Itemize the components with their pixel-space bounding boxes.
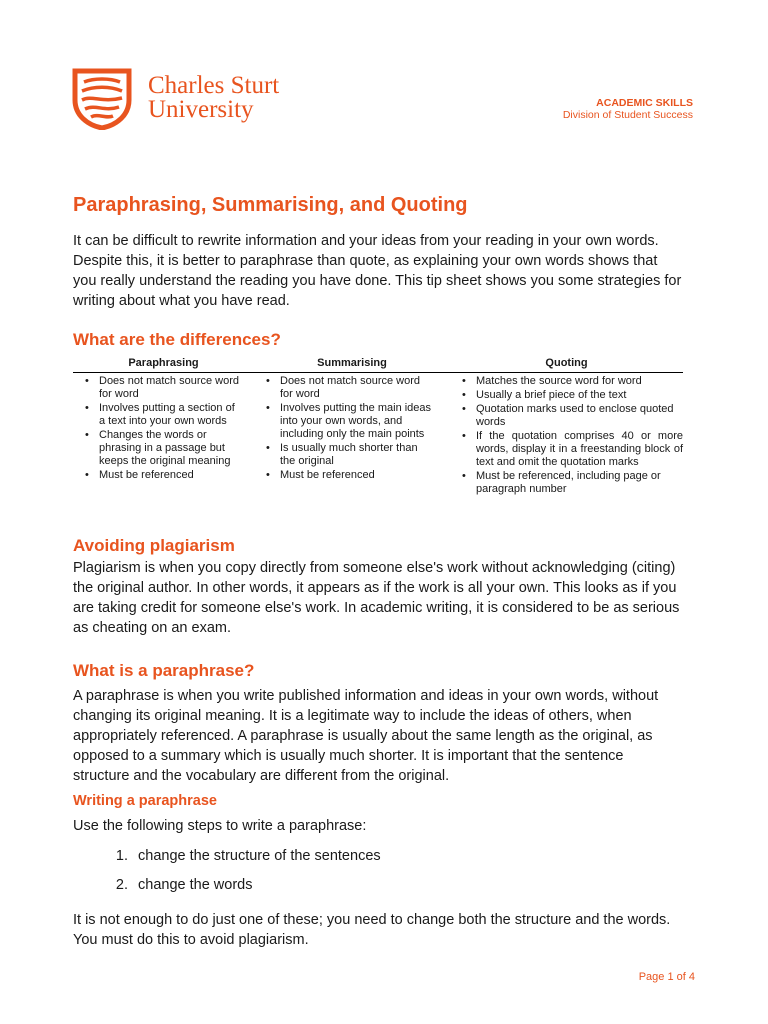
list-item: • Matches the source word for word: [450, 375, 683, 388]
division-name: Division of Student Success: [562, 109, 693, 121]
column-paraphrasing: [73, 375, 254, 497]
column-summarising: [254, 375, 450, 497]
table-body-row: [73, 373, 683, 497]
list-item: • Must be referenced: [73, 469, 254, 482]
list-item: • Must be referenced: [254, 469, 450, 482]
logo-line-1: Charles Sturt: [148, 72, 280, 99]
list-item: [73, 848, 381, 877]
list-item: • Involves putting the main ideas into your own words, and including only the main points: [254, 402, 450, 441]
header-unit-info: [563, 97, 693, 121]
column-quoting: [450, 375, 683, 497]
paraphrase-heading: What is a paraphrase?: [73, 661, 255, 680]
list-item: • Usually a brief piece of the text: [450, 389, 683, 402]
column-header-paraphrasing: Paraphrasing: [128, 357, 199, 369]
logo-line-2: University: [148, 96, 254, 123]
unit-name: ACADEMIC SKILLS: [596, 97, 693, 109]
list-item: • Is usually much shorter than the original: [254, 442, 450, 468]
list-item: • Does not match source word for word: [73, 375, 254, 401]
list-item: [73, 877, 381, 906]
list-item: • If the quotation comprises 40 or more words, display it in a freestanding block of text and omit the quotation marks: [450, 430, 683, 469]
list-item: • Must be referenced, including page or paragraph number: [450, 470, 683, 496]
step-number: 2.: [115, 877, 128, 893]
shield-logo-icon: [72, 68, 132, 130]
paraphrase-paragraph: A paraphrase is when you write published information and ideas in your own words, without changing its original meaning. It is a legitimate way to include the ideas of others, when appropriately referenced. A paraphrase is usually about the same length as the original, as opposed to a summary which is usually much shorter. It is important that the sentence structure and the vocabulary are different from the original.: [73, 688, 659, 784]
plagiarism-paragraph: Plagiarism is when you copy directly from someone else's work without acknowledging (citing) the original author. In other words, it appears as if the work is all your own. This looks as if you are taking credit for someone else's work. In academic writing, it is considered to be as serious as cheating on an exam.: [73, 560, 680, 636]
list-item: • Does not match source word for word: [254, 375, 450, 401]
differences-heading: What are the differences?: [73, 330, 281, 349]
column-header-summarising: Summarising: [317, 357, 387, 369]
list-item: • Involves putting a section of a text into your own words: [73, 402, 254, 428]
step-text: change the structure of the sentences: [138, 848, 381, 864]
plagiarism-heading: Avoiding plagiarism: [73, 536, 235, 555]
writing-paraphrase-heading: Writing a paraphrase: [73, 793, 217, 809]
logo-wordmark: [148, 74, 279, 122]
page-title: Paraphrasing, Summarising, and Quoting: [73, 194, 468, 216]
steps-lead: Use the following steps to write a paraphrase:: [73, 818, 367, 834]
list-item: • Quotation marks used to enclose quoted words: [450, 403, 683, 429]
page-number: Page 1 of 4: [638, 971, 695, 983]
step-number: 1.: [115, 848, 128, 864]
table-header-row: [73, 357, 683, 373]
step-text: change the words: [138, 877, 253, 893]
differences-table: [73, 357, 683, 497]
steps-list: [73, 848, 381, 906]
column-header-quoting: Quoting: [545, 357, 588, 369]
closing-paragraph: It is not enough to do just one of these; you need to change both the structure and the words. You must do this to avoid plagiarism.: [73, 912, 671, 948]
intro-paragraph: It can be difficult to rewrite information and your ideas from your reading in your own words. Despite this, it is better to paraphrase than quote, as explaining your own words shows that you really understand the reading you have done. This tip sheet shows you some strategies for writing about what you have read.: [73, 233, 682, 309]
list-item: • Changes the words or phrasing in a passage but keeps the original meaning: [73, 429, 254, 468]
